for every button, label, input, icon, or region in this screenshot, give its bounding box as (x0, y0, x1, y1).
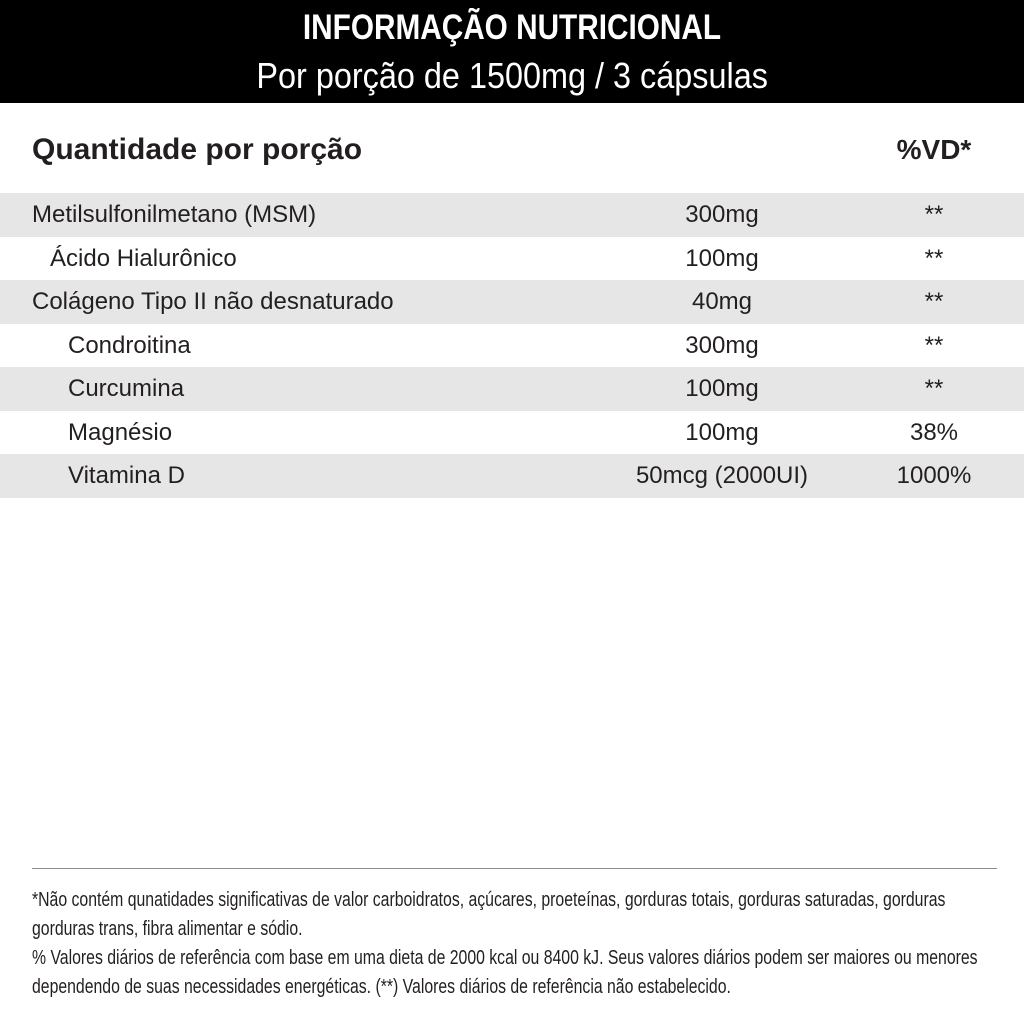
nutrient-name: Colágeno Tipo II não desnaturado (32, 288, 394, 315)
nutrient-row (0, 193, 1024, 237)
nutrient-daily-value: ** (924, 331, 944, 359)
nutrition-header (0, 0, 1024, 103)
nutrient-daily-value: ** (924, 244, 944, 272)
nutrient-amount: 100mg (685, 375, 759, 402)
footnote-line: dependendo de suas necessidades energéticas. (**) Valores diários de referência não estabelecido. (32, 976, 731, 998)
nutrient-row (0, 454, 1024, 498)
nutrient-row (0, 367, 1024, 411)
footnote (32, 886, 1012, 1002)
nutrient-name: Ácido Hialurônico (50, 244, 237, 272)
nutrient-name: Vitamina D (68, 462, 185, 489)
nutrient-daily-value: ** (924, 375, 944, 402)
nutrient-amount: 100mg (685, 418, 759, 446)
nutrient-row (0, 324, 1024, 368)
nutrient-row (0, 280, 1024, 324)
nutrient-daily-value: ** (924, 288, 944, 315)
nutrient-daily-value: 38% (909, 418, 959, 446)
nutrient-daily-value: 1000% (896, 462, 972, 489)
nutrient-amount: 50mcg (2000UI) (635, 462, 809, 489)
footnote-line: % Valores diários de referência com base em uma dieta de 2000 kcal ou 8400 kJ. Seus valores diários podem ser maiores ou menores (32, 947, 978, 969)
title-wrap (0, 6, 1024, 50)
nutrient-amount: 300mg (685, 201, 759, 228)
column-header-row (0, 128, 1024, 172)
nutrient-amount: 40mg (691, 288, 753, 315)
nutrient-name: Curcumina (68, 375, 185, 402)
column-header-quantity: Quantidade por porção (32, 133, 363, 166)
footnote-line: gorduras trans, fibra alimentar e sódio. (32, 918, 303, 940)
column-header-daily-value: %VD* (896, 134, 972, 165)
nutrient-name: Magnésio (68, 418, 173, 446)
nutrient-name: Metilsulfonilmetano (MSM) (32, 201, 317, 228)
nutrient-row (0, 411, 1024, 455)
nutrient-name: Condroitina (68, 331, 191, 359)
nutrient-daily-value: ** (924, 201, 944, 228)
serving-size: Por porção de 1500mg / 3 cápsulas (256, 55, 768, 96)
footnote-divider (32, 868, 997, 869)
nutrient-amount: 100mg (685, 244, 759, 272)
nutrition-table (0, 193, 1024, 498)
footnote-line: *Não contém qunatidades significativas de valor carboidratos, açúcares, proeteínas, gorduras totais, gorduras saturadas, gorduras (32, 889, 946, 911)
nutrient-amount: 300mg (685, 331, 759, 359)
subtitle-wrap (0, 53, 1024, 99)
nutrient-row (0, 237, 1024, 281)
label-title: INFORMAÇÃO NUTRICIONAL (302, 8, 722, 47)
